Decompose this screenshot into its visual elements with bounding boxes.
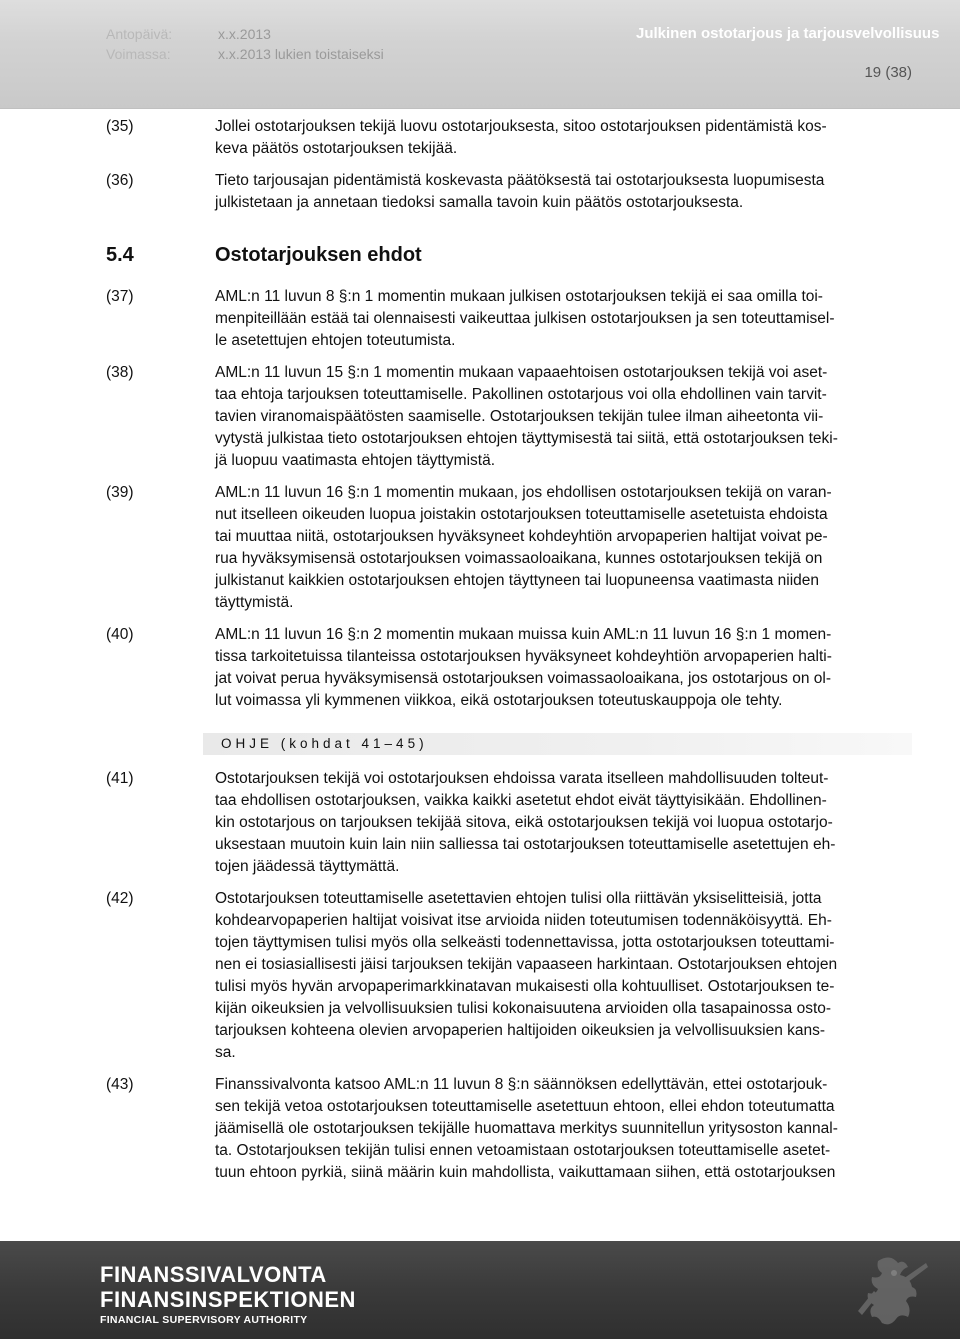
text-line: taa ehtoja tarjouksen toteuttamiselle. Pakollinen ostotarjous voi olla ehdollinen vain tarvit- (215, 386, 827, 403)
paragraph-text (215, 170, 912, 214)
paragraph-text (215, 768, 912, 878)
footer-name-sv: FINANSINSPEKTIONEN (100, 1287, 356, 1312)
text-line: Ostotarjouksen tekijä voi ostotarjouksen ehdoissa varata itselleen mahdollisuuden tolteut- (215, 770, 829, 787)
text-line: AML:n 11 luvun 8 §:n 1 momentin mukaan julkisen ostotarjouksen tekijä ei saa omilla toi- (215, 288, 823, 305)
paragraph-text (215, 286, 912, 352)
issued-label: Antopäivä: (106, 26, 173, 42)
paragraph-number: (36) (106, 172, 134, 189)
text-line: kin ostotarjous on tarjouksen tekijää sitova, eikä ostotarjouksen tekijä voi luopua ostotarjo- (215, 814, 833, 831)
valid-label: Voimassa: (106, 46, 171, 62)
paragraph-text (215, 482, 912, 614)
text-line: sen tekijä vetoa ostotarjouksen toteuttamiselle asetettuun ehtoon, ellei ehdon toteutumatta (215, 1098, 835, 1115)
text-line: Tieto tarjousajan pidentämistä koskevasta päätöksestä tai ostotarjouksesta luopumisesta (215, 172, 825, 189)
text-line: Jollei ostotarjouksen tekijä luovu ostotarjouksesta, sitoo ostotarjouksen pidentämistä kos- (215, 118, 827, 135)
text-line: tissa tarkoitetuissa tilanteissa ostotarjouksen hyväksyneet kohdeyhtiön arvopaperien halti- (215, 648, 832, 665)
text-line: Ostotarjouksen toteuttamiselle asetettavien ehtojen tulisi olla riittävän yksiselitteisiä, jotta (215, 890, 822, 907)
text-line: tojen täyttymisen tulisi myös olla selkeästi todennettavissa, jotta ostotarjouksen toteuttami- (215, 934, 835, 951)
paragraph-number: (37) (106, 288, 134, 305)
paragraph-number: (43) (106, 1076, 134, 1093)
text-line: nen ei tosiasiallisesti jäisi tarjouksen tekijän vapaaseen harkintaan. Ostotarjouksen ehtojen (215, 956, 838, 973)
text-line: AML:n 11 luvun 15 §:n 1 momentin mukaan vapaaehtoisen ostotarjouksen tekijä voi aset- (215, 364, 828, 381)
paragraph-text (215, 116, 912, 160)
text-line: vytystä julkistaa tieto ostotarjouksen ehtojen täyttymisestä tai siitä, että ostotarjouksen teki- (215, 430, 838, 447)
paragraph-text (215, 1074, 912, 1184)
text-line: menpiteillään estää tai olennaisesti vaikeuttaa julkisen ostotarjouksen ja sen toteuttamisel- (215, 310, 835, 327)
text-line: tarjouksen kohteena olevien arvopaperien haltijoiden oikeuksien ja velvollisuuksien kans- (215, 1022, 826, 1039)
text-line: keva päätös ostotarjouksen tekijää. (215, 140, 458, 157)
page-number: 19 (38) (864, 64, 912, 81)
paragraph-number: (40) (106, 626, 134, 643)
text-line: AML:n 11 luvun 16 §:n 2 momentin mukaan muissa kuin AML:n 11 luvun 16 §:n 1 momen- (215, 626, 832, 643)
paragraph-number: (35) (106, 118, 134, 135)
text-line: kohdearvopaperien haltijat voisivat itse arvioida niiden toteutumisen todennäköisyyttä. Eh- (215, 912, 832, 929)
text-line: tai muuttaa niitä, ostotarjouksen hyväksyneet kohdeyhtiön arvopaperien haltijat voivat pe- (215, 528, 828, 545)
text-line: täyttymistä. (215, 594, 294, 611)
text-line: le asetettujen ehtojen toteutumista. (215, 332, 456, 349)
text-line: lut voimassa yli kymmenen viikkoa, eikä ostotarjouksen toteutuskauppoja ole tehty. (215, 692, 783, 709)
text-line: jäämisellä ole ostotarjouksen tekijälle huomattava merkitys suunnitellun yritysoston kannal- (215, 1120, 838, 1137)
text-line: taa ehdollisen ostotarjouksen, vaikka kaikki asetetut ehdot eivät täyttyisikään. Ehdollinen- (215, 792, 827, 809)
paragraph-number: (41) (106, 770, 134, 787)
paragraph-number: (38) (106, 364, 134, 381)
paragraph-number: (39) (106, 484, 134, 501)
page-header (0, 0, 960, 109)
guidance-label: OHJE (kohdat 41–45) (221, 736, 428, 751)
page-footer (0, 1241, 960, 1339)
document-title: Julkinen ostotarjous ja tarjousvelvollisuus (636, 25, 940, 42)
text-line: uksestaan muutoin kuin lain niin salliessa tai ostotarjouksen toteuttamiselle asetettujen eh- (215, 836, 836, 853)
guidance-bar (203, 733, 912, 755)
section-number: 5.4 (106, 244, 134, 266)
section-heading (106, 244, 422, 267)
text-line: jat voivat perua hyväksymisensä ostotarjouksen voimassaoloaikana, jos ostotarjous on ol- (215, 670, 832, 687)
text-line: tuun ehtoon pyrkiä, siinä määrin kuin mahdollista, vaikuttamaan siihen, että ostotarjouksen (215, 1164, 836, 1181)
text-line: julkistanut kaikkien ostotarjouksen ehtojen täyttyneen tai luopuneensa vaatimasta niiden (215, 572, 820, 589)
text-line: jä luopuu vaatimasta ehtojen täyttymistä. (215, 452, 496, 469)
text-line: kijän oikeuksien ja velvollisuuksien tulisi kokonaisuutena arvioiden olla tasapainossa osto- (215, 1000, 832, 1017)
text-line: nut itselleen oikeuden luopua joistakin ostotarjouksen toteuttamiselle asetetuista ehdoista (215, 506, 828, 523)
paragraph-text (215, 624, 912, 712)
text-line: tulisi myös hyvän arvopaperimarkkinatavan mukaisesti olla kohtuulliset. Ostotarjouksen te- (215, 978, 835, 995)
section-title: Ostotarjouksen ehdot (215, 244, 422, 266)
text-line: julkistetaan ja annetaan tiedoksi samalla tavoin kuin päätös ostotarjouksesta. (215, 194, 744, 211)
text-line: tojen jäädessä täyttymättä. (215, 858, 400, 875)
text-line: sa. (215, 1044, 236, 1061)
paragraph-text (215, 888, 912, 1064)
text-line: rua hyväksymisensä ostotarjouksen voimassaoloaikana, kunnes ostotarjouksen tekijä on (215, 550, 823, 567)
paragraph-number: (42) (106, 890, 134, 907)
valid-date: x.x.2013 lukien toistaiseksi (218, 46, 384, 62)
lion-emblem-icon (838, 1251, 938, 1333)
paragraph-text (215, 362, 912, 472)
footer-name-en: FINANCIAL SUPERVISORY AUTHORITY (100, 1314, 308, 1326)
footer-name-fi: FINANSSIVALVONTA (100, 1262, 327, 1287)
text-line: ta. Ostotarjouksen tekijän tulisi ennen vetoamistaan ostotarjouksen toteuttamiselle asetet- (215, 1142, 831, 1159)
text-line: Finanssivalvonta katsoo AML:n 11 luvun 8 §:n säännöksen edellyttävän, ettei ostotarjouk- (215, 1076, 828, 1093)
issued-date: x.x.2013 (218, 26, 271, 42)
text-line: tavien viranomaispäätösten saamiselle. Ostotarjouksen tekijän tulee ilman aiheetonta vii- (215, 408, 824, 425)
text-line: AML:n 11 luvun 16 §:n 1 momentin mukaan, jos ehdollisen ostotarjouksen tekijä on varan- (215, 484, 832, 501)
